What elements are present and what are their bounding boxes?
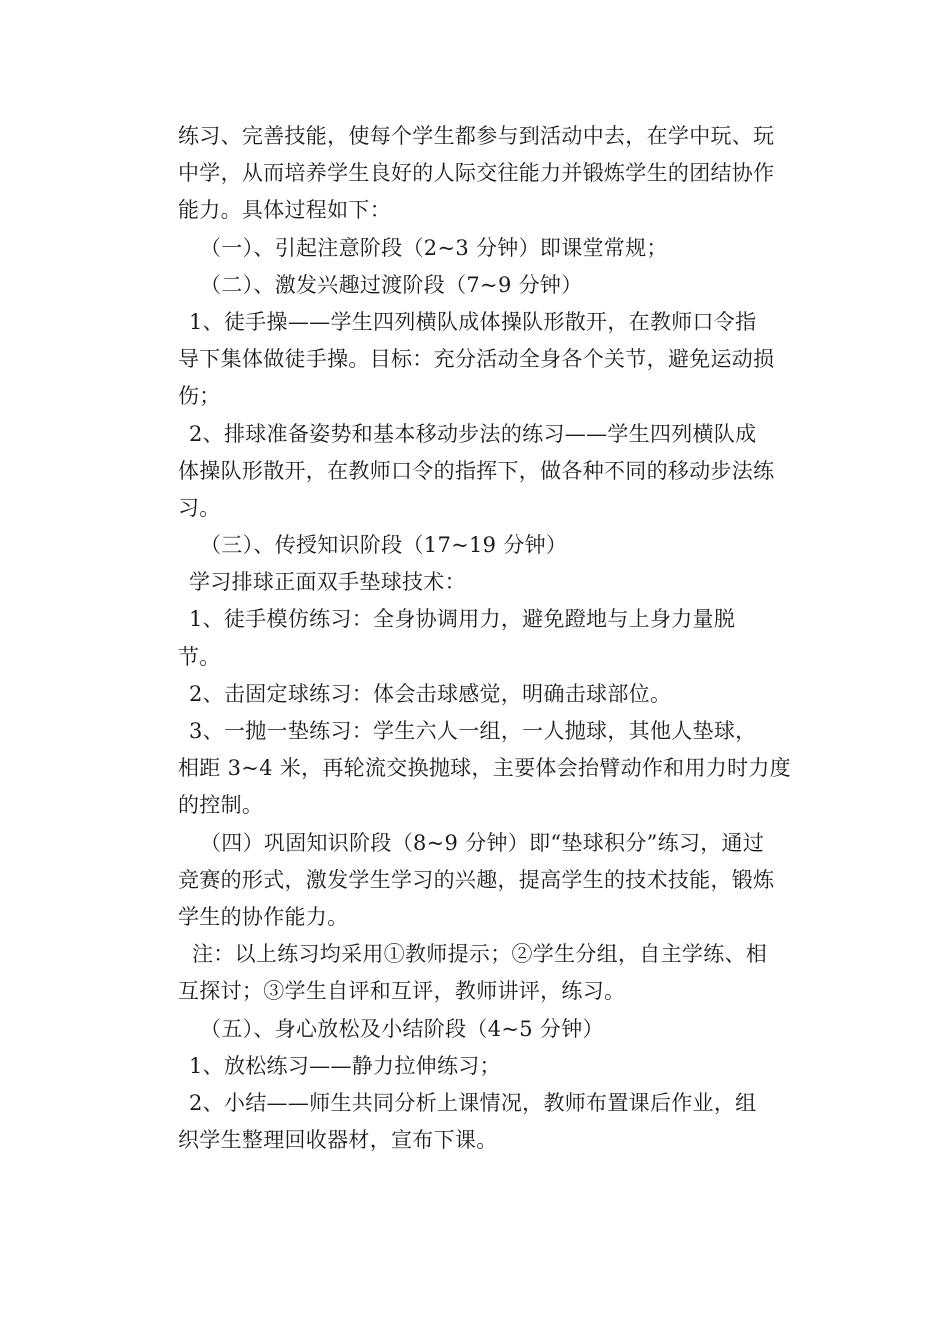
note-line: 互探讨；③学生自评和互评，教师讲评，练习。 bbox=[178, 979, 626, 1004]
paragraph-line: 练习、完善技能，使每个学生都参与到活动中去，在学中玩、玩 bbox=[178, 124, 775, 148]
note-line: 注：以上练习均采用①教师提示；②学生分组，自主学练、相 bbox=[192, 942, 768, 967]
section-heading-4: （四）巩固知识阶段（8~9 分钟）即“垫球积分”练习，通过 bbox=[200, 830, 765, 855]
paragraph-line: 伤； bbox=[178, 384, 221, 409]
paragraph-line: 1、徒手操——学生四列横队成体操队形散开，在教师口令指 bbox=[189, 309, 757, 334]
paragraph-line: 体操队形散开，在教师口令的指挥下，做各种不同的移动步法练 bbox=[178, 458, 775, 483]
paragraph-line: 1、放松练习——静力拉伸练习； bbox=[189, 1053, 501, 1078]
paragraph-line: 中学，从而培养学生良好的人际交往能力并锻炼学生的团结协作 bbox=[178, 161, 775, 186]
section-heading-3: （三）、传授知识阶段（17~19 分钟） bbox=[200, 533, 568, 558]
paragraph-line: 的控制。 bbox=[178, 793, 264, 818]
section-heading-5: （五）、身心放松及小结阶段（4~5 分钟） bbox=[200, 1016, 604, 1041]
paragraph-line: 导下集体做徒手操。目标：充分活动全身各个关节，避免运动损 bbox=[178, 347, 775, 372]
paragraph-line: 相距 3~4 米，再轮流交换抛球，主要体会抬臂动作和用力时力度 bbox=[178, 756, 791, 781]
paragraph-line: 2、小结——师生共同分析上课情况，教师布置课后作业，组 bbox=[189, 1090, 757, 1115]
paragraph-line: 能力。具体过程如下： bbox=[178, 198, 391, 223]
paragraph-line: 学生的协作能力。 bbox=[178, 904, 349, 929]
paragraph-line: 2、排球准备姿势和基本移动步法的练习——学生四列横队成 bbox=[189, 421, 757, 446]
paragraph-line: 节。 bbox=[178, 644, 221, 669]
section-heading-2: （二）、激发兴趣过渡阶段（7~9 分钟） bbox=[200, 272, 583, 297]
paragraph-line: 竞赛的形式，激发学生学习的兴趣，提高学生的技术技能，锻炼 bbox=[178, 867, 775, 892]
paragraph-line: 学习排球正面双手垫球技术： bbox=[189, 570, 466, 595]
paragraph-line: 1、徒手模仿练习：全身协调用力，避免蹬地与上身力量脱 bbox=[189, 607, 736, 632]
paragraph-line: 习。 bbox=[178, 495, 221, 520]
paragraph-line: 织学生整理回收器材，宣布下课。 bbox=[178, 1128, 498, 1153]
paragraph-line: 3、一抛一垫练习：学生六人一组，一人抛球，其他人垫球， bbox=[189, 719, 757, 743]
document-body bbox=[178, 118, 818, 1159]
paragraph-line: 2、击固定球练习：体会击球感觉，明确击球部位。 bbox=[189, 681, 672, 706]
section-heading-1: （一）、引起注意阶段（2~3 分钟）即课堂常规； bbox=[200, 235, 668, 260]
